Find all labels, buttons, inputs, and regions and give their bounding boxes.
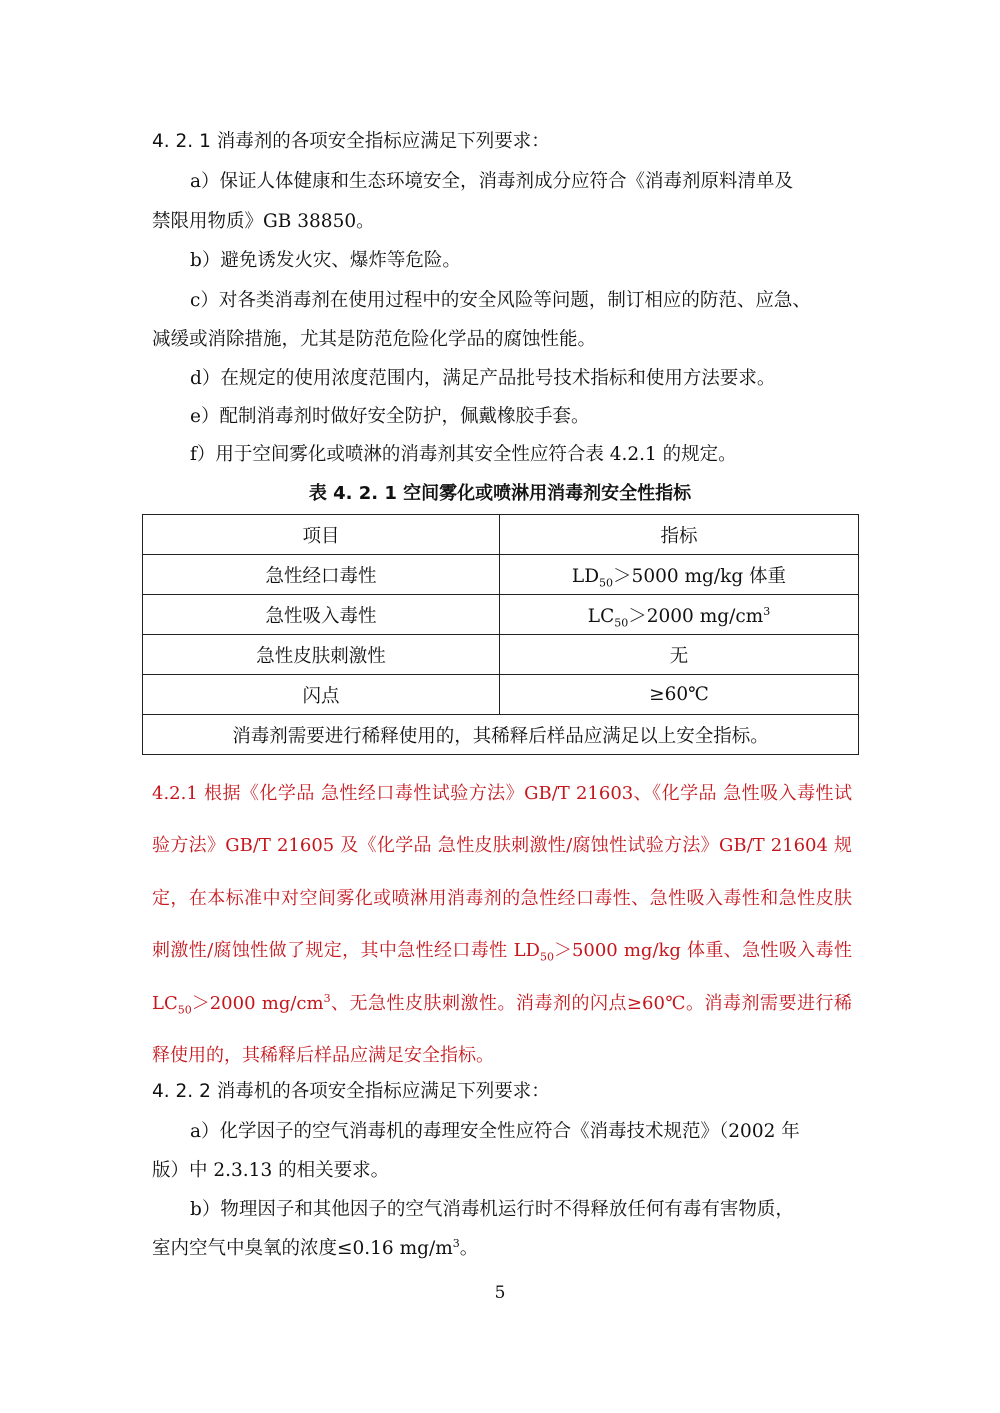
item2-a-line2: 版）中 2.3.13 的相关要求。 bbox=[152, 1160, 390, 1181]
item-c-line2: 减缓或消除措施，尤其是防范危险化学品的腐蚀性能。 bbox=[152, 329, 597, 350]
table-row bbox=[143, 635, 859, 675]
item2-a-line1: a）化学因子的空气消毒机的毒理安全性应符合《消毒技术规范》（2002 年 bbox=[190, 1121, 800, 1142]
header-index: 指标 bbox=[500, 515, 859, 555]
table-footnote-row bbox=[143, 715, 859, 755]
table-row bbox=[143, 595, 859, 635]
table-header-row bbox=[143, 515, 859, 555]
row-value: $LD_{50}>5000$ mg/kg 体重 bbox=[500, 555, 859, 595]
row-item: 急性皮肤刺激性 bbox=[143, 635, 500, 675]
row-value: ≥60℃ bbox=[500, 675, 859, 715]
safety-index-table bbox=[142, 514, 859, 755]
row-item: 闪点 bbox=[143, 675, 500, 715]
explanatory-note: 4.2.1 根据《化学品 急性经口毒性试验方法》GB/T 21603、《化学品 急性吸入毒性试验方法》GB/T 21605 及《化学品 急性皮肤刺激性/腐蚀性试验方法》GB/T 21604 规定，在本标准中对空间雾化或喷淋用消毒剂的急性经口毒性、急性吸入毒性和急性皮肤刺激性/腐蚀性做了规定，其中急性经口毒性 $LD_{50}>5000$ mg/kg 体重、急性吸入毒性 $LC_{50}>2000$ $mg/cm^3$、无急性皮肤刺激性。消毒剂的闪点≥60℃。消毒剂需要进行稀释使用的，其稀释后样品应满足安全指标。 bbox=[152, 783, 852, 1067]
item2-b-line2: 室内空气中臭氧的浓度≤0.16 $mg/m^3$。 bbox=[152, 1236, 479, 1259]
row-item: 急性吸入毒性 bbox=[143, 595, 500, 635]
item2-b-line1: b）物理因子和其他因子的空气消毒机运行时不得释放任何有毒有害物质， bbox=[190, 1199, 794, 1220]
table-row bbox=[143, 675, 859, 715]
item-c-line1: c）对各类消毒剂在使用过程中的安全风险等问题，制订相应的防范、应急、 bbox=[190, 290, 811, 311]
table-footnote: 消毒剂需要进行稀释使用的，其稀释后样品应满足以上安全指标。 bbox=[143, 715, 859, 755]
item-a-line2: 禁限用物质》GB 38850。 bbox=[152, 211, 375, 232]
row-value: 无 bbox=[500, 635, 859, 675]
item-e: e）配制消毒剂时做好安全防护，佩戴橡胶手套。 bbox=[190, 406, 590, 427]
item-d: d）在规定的使用浓度范围内，满足产品批号技术指标和使用方法要求。 bbox=[190, 368, 776, 389]
item-b: b）避免诱发火灾、爆炸等危险。 bbox=[190, 250, 461, 271]
table-caption: 表 4. 2. 1 空间雾化或喷淋用消毒剂安全性指标 bbox=[308, 483, 692, 504]
page-number: 5 bbox=[494, 1283, 506, 1303]
item-a-line1: a）保证人体健康和生态环境安全，消毒剂成分应符合《消毒剂原料清单及 bbox=[190, 171, 794, 192]
section-heading-4-2-2: 4. 2. 2 消毒机的各项安全指标应满足下列要求： bbox=[152, 1081, 550, 1102]
row-value: $LC_{50}>2000$ $mg/cm^3$ bbox=[500, 595, 859, 635]
item-f: f）用于空间雾化或喷淋的消毒剂其安全性应符合表 4.2.1 的规定。 bbox=[190, 444, 737, 465]
table-row bbox=[143, 555, 859, 595]
row-item: 急性经口毒性 bbox=[143, 555, 500, 595]
header-item: 项目 bbox=[143, 515, 500, 555]
section-heading-4-2-1: 4. 2. 1 消毒剂的各项安全指标应满足下列要求： bbox=[152, 131, 550, 152]
